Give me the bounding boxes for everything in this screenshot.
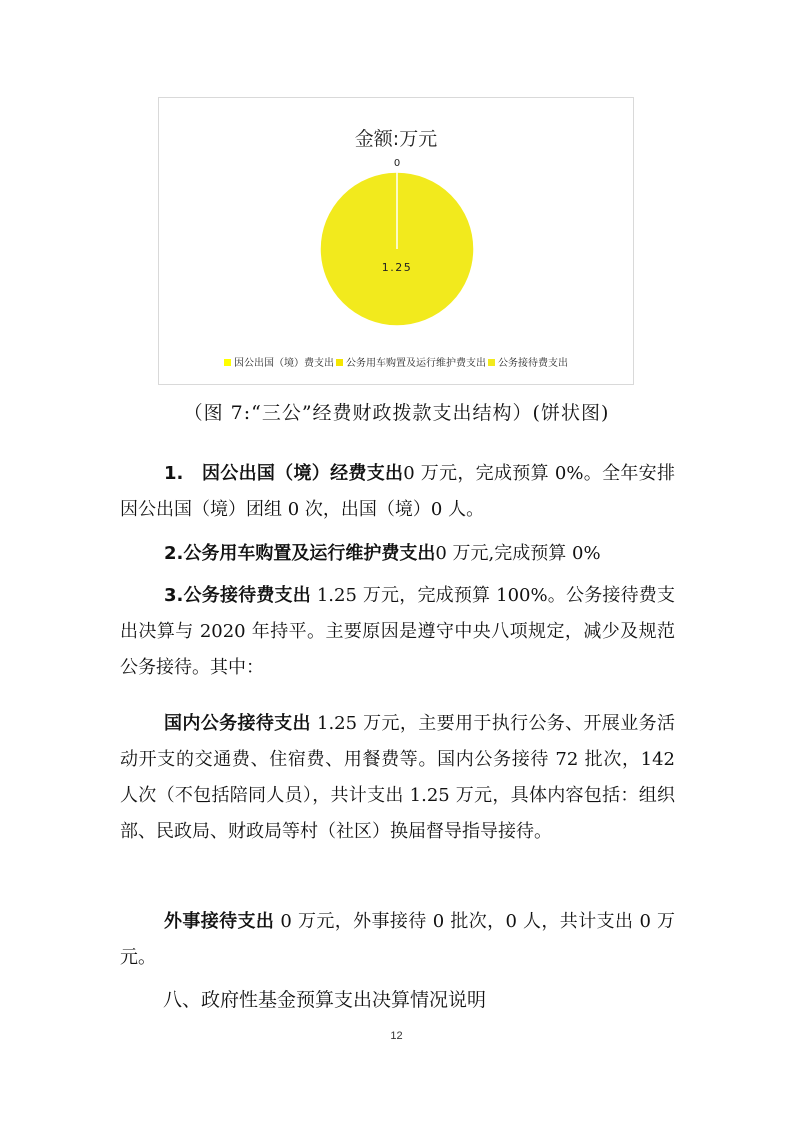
page-number: 12 [390,1030,403,1042]
paragraph-5-text: 0 万元，外事接待 0 批次，0 人，共计支出 0 万元。 [120,911,676,968]
legend-item-2 [488,354,568,369]
legend-label-0: 因公出国（境）费支出 [234,358,334,369]
legend-label-2: 公务接待费支出 [498,358,568,369]
paragraph-3-lead: 3.公务接待费支出 [164,585,311,606]
pie-chart-container [158,97,634,385]
paragraph-3 [120,578,675,686]
paragraph-4-text: 1.25 万元，主要用于执行公务、开展业务活动开支的交通费、住宿费、用餐费等。国内公务接待 72 批次，142 人次（不包括陪同人员），共计支出 1.25 万元，具体内容包括：组织部、民政局、财政局等村（社区）换届督导指导接待。 [120,713,675,842]
paragraph-1 [120,456,675,528]
legend-item-0 [224,354,334,369]
pie-chart [159,98,635,348]
legend-label-1: 公务用车购置及运行维护费支出 [346,358,486,369]
paragraph-2 [120,536,675,572]
legend-swatch-1 [336,359,343,366]
paragraph-1-text: 0 万元，完成预算 0%。全年安排因公出国（境）团组 0 次，出国（境）0 人。 [120,463,675,520]
paragraph-3-text: 1.25 万元，完成预算 100%。公务接待费支出决算与 2020 年持平。主要原因是遵守中央八项规定，减少及规范公务接待。其中： [120,585,675,678]
chart-title: 金额:万元 [354,128,438,150]
legend-swatch-2 [488,359,495,366]
paragraph-2-text: 0 万元,完成预算 0% [435,543,601,564]
paragraph-5 [120,904,675,976]
section-heading: 八、政府性基金预算支出决算情况说明 [163,989,487,1011]
legend-swatch-0 [224,359,231,366]
paragraph-4 [120,706,675,850]
paragraph-1-lead: 1. 因公出国（境）经费支出 [164,463,404,484]
paragraph-5-lead: 外事接待支出 [164,911,275,932]
paragraph-2-lead: 2.公务用车购置及运行维护费支出 [164,543,436,564]
legend-item-1 [336,354,486,369]
data-label-2: 1.25 [381,261,413,274]
data-label-0: 0 [393,158,401,169]
figure-caption: （图 7:“三公”经费财政拨款支出结构）(饼状图) [183,402,610,424]
chart-legend [159,354,633,369]
paragraph-4-lead: 国内公务接待支出 [164,713,311,734]
